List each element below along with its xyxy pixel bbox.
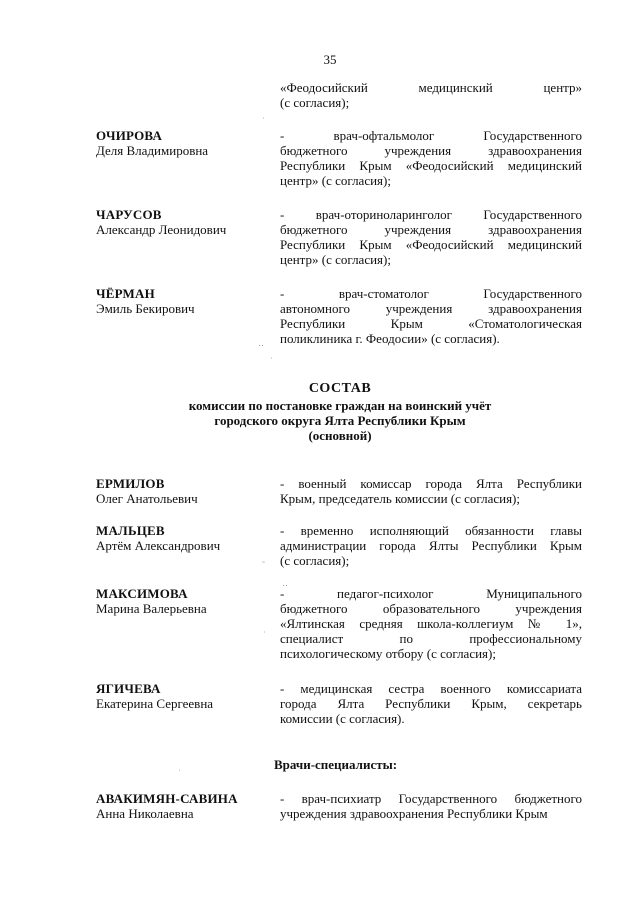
role-line: центр» (с согласия);: [280, 252, 391, 267]
member-given-name: Александр Леонидович: [96, 222, 227, 237]
member-role: [280, 286, 582, 346]
role-line: - врач-стоматолог Государственного: [280, 286, 582, 301]
role-line: бюджетного учреждения здравоохранения: [280, 143, 582, 158]
role-line: специалист по профессиональному: [280, 631, 582, 646]
page-number: 35: [323, 52, 337, 67]
member-given-name: Олег Анатольевич: [96, 491, 198, 506]
doctors-subheading: Врачи-специалисты:: [274, 757, 398, 772]
member-name: [96, 523, 271, 553]
section-title: СОСТАВ: [308, 381, 372, 396]
role-line: Республики Крым «Феодосийский медицинский: [280, 237, 582, 252]
member-surname: ЧАРУСОВ: [96, 207, 162, 222]
scan-speck: ˙: [263, 630, 266, 640]
member-role: [280, 681, 582, 726]
role-line: - врач-офтальмолог Государственного: [280, 128, 582, 143]
role-line: автономного учреждения здравоохранения: [280, 301, 582, 316]
section-subtitle: (основной): [308, 428, 372, 443]
role-line: - военный комиссар города Ялта Республики: [280, 476, 582, 491]
scan-speck: ˈ: [178, 768, 181, 778]
section-subtitle: комиссии по постановке граждан на воинский учёт: [188, 398, 492, 413]
scan-speck: ‥: [258, 338, 265, 348]
role-line: Республики Крым «Стоматологическая: [280, 316, 582, 331]
role-line: «Ялтинская средняя школа-коллегиум № 1»,: [280, 616, 582, 631]
role-line: Крым, председатель комиссии (с согласия);: [280, 491, 520, 506]
member-surname: ЕРМИЛОВ: [96, 476, 165, 491]
role-line: - медицинская сестра военного комиссариата: [280, 681, 582, 696]
member-role: [280, 791, 582, 821]
member-given-name: Марина Валерьевна: [96, 601, 207, 616]
role-line: бюджетного учреждения здравоохранения: [280, 222, 582, 237]
role-line: - врач-оториноларинголог Государственного: [280, 207, 582, 222]
role-line: Республики Крым «Феодосийский медицинский: [280, 158, 582, 173]
member-role: [280, 523, 582, 568]
role-line: города Ялта Республики Крым, секретарь: [280, 696, 582, 711]
member-surname: АВАКИМЯН-САВИНА: [96, 791, 238, 806]
member-name: [96, 681, 271, 711]
role-line: центр» (с согласия);: [280, 173, 391, 188]
member-given-name: Деля Владимировна: [96, 143, 209, 158]
role-line: психологическому отбору (с согласия);: [280, 646, 496, 661]
scan-speck: ˙: [262, 116, 265, 126]
member-role: [280, 476, 582, 506]
member-role: [280, 128, 582, 188]
member-surname: МАЛЬЦЕВ: [96, 523, 165, 538]
continuation-text: [280, 80, 582, 110]
member-given-name: Эмиль Бекирович: [96, 301, 195, 316]
role-line: комиссии (с согласия).: [280, 711, 405, 726]
member-surname: ОЧИРОВА: [96, 128, 163, 143]
member-surname: ЯГИЧЕВА: [96, 681, 161, 696]
continuation-line: «Феодосийский медицинский центр»: [280, 80, 582, 95]
role-line: (с согласия);: [280, 553, 350, 568]
scan-speck: ˜: [262, 560, 265, 570]
member-name: [96, 586, 271, 616]
member-given-name: Анна Николаевна: [96, 806, 194, 821]
member-role: [280, 586, 582, 661]
member-role: [280, 207, 582, 267]
role-line: поликлиника г. Феодосии» (с согласия).: [280, 331, 500, 346]
role-line: - врач-психиатр Государственного бюджетного: [280, 791, 582, 806]
role-line: - временно исполняющий обязанности главы: [280, 523, 582, 538]
scan-speck: ˙: [270, 356, 273, 366]
member-name: [96, 207, 271, 237]
continuation-line: (с согласия);: [280, 95, 350, 110]
member-given-name: Артём Александрович: [96, 538, 221, 553]
member-name: [96, 128, 271, 158]
member-surname: ЧЁРМАН: [96, 286, 155, 301]
member-given-name: Екатерина Сергеевна: [96, 696, 214, 711]
section-subtitle: городского округа Ялта Республики Крым: [214, 413, 466, 428]
member-name: [96, 286, 271, 316]
role-line: бюджетного образовательного учреждения: [280, 601, 582, 616]
role-line: учреждения здравоохранения Республики Крым: [280, 806, 548, 821]
member-name: [96, 476, 271, 506]
role-line: - педагог-психолог Муниципального: [280, 586, 582, 601]
scan-speck: ‥: [282, 578, 289, 588]
member-name: [96, 791, 271, 821]
member-surname: МАКСИМОВА: [96, 586, 188, 601]
role-line: администрации города Ялты Республики Крым: [280, 538, 582, 553]
